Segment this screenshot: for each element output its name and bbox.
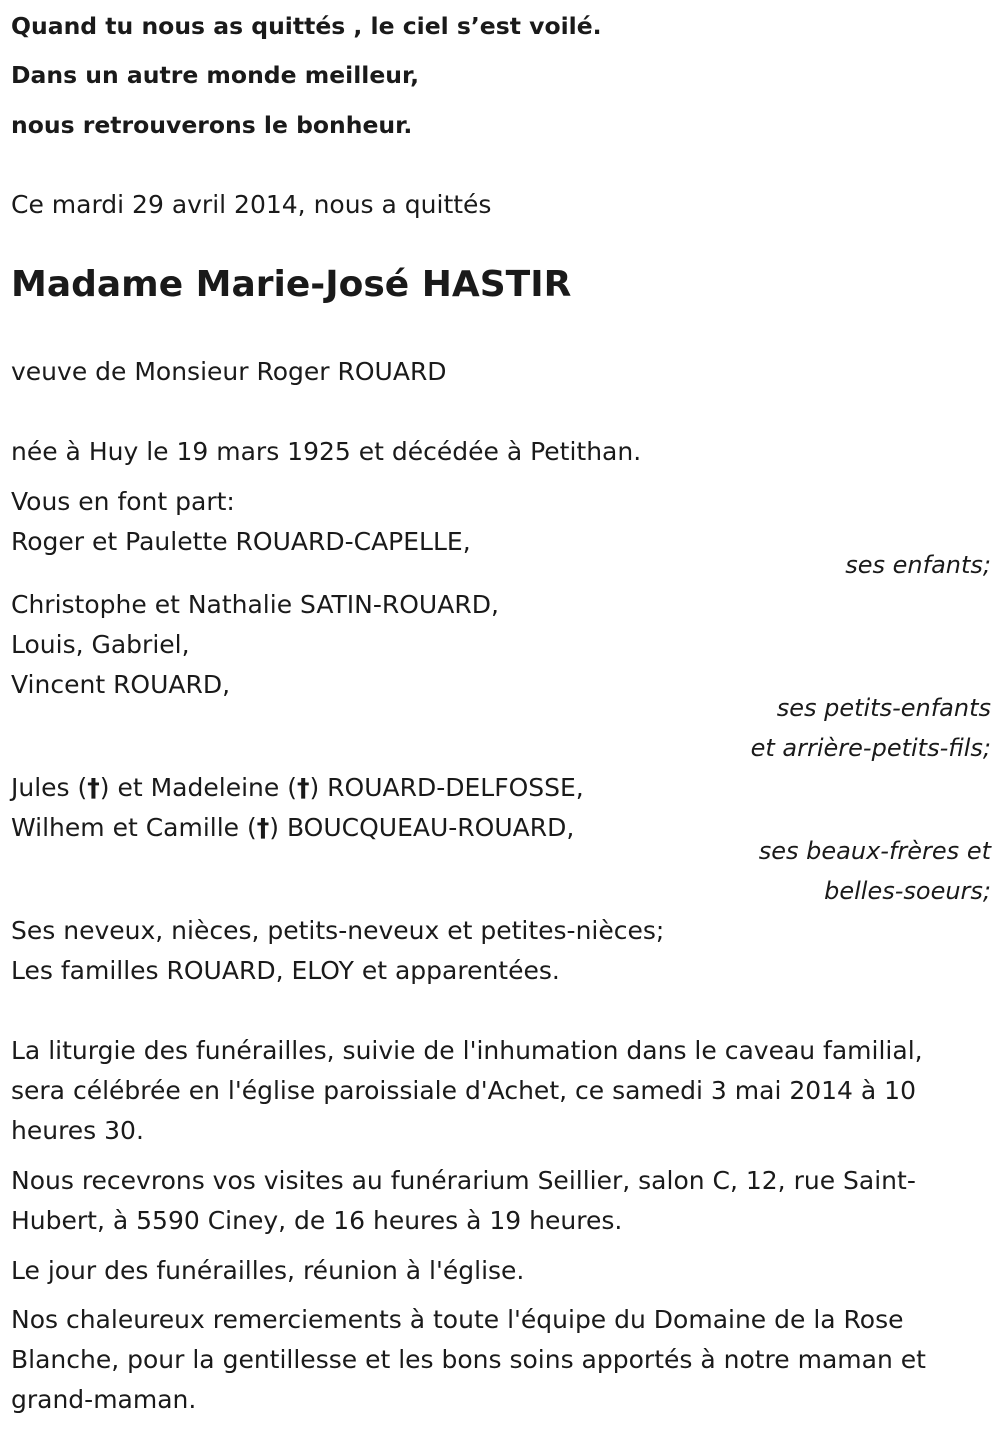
deceased-name: Madame Marie-José HASTIR (11, 264, 572, 305)
cross-icon: † (256, 813, 270, 842)
liturgy-line-2: sera célébrée en l'église paroissiale d'Achet, ce samedi 3 mai 2014 à 10 (11, 1076, 916, 1105)
in-law-line-2 (11, 813, 574, 843)
in-law-text: Jules ( (11, 773, 88, 802)
widow-of-text: veuve de Monsieur Roger ROUARD (11, 357, 447, 386)
liturgy-line-1: La liturgie des funérailles, suivie de l'inhumation dans le caveau familial, (11, 1036, 923, 1065)
grandchild-line-2: Louis, Gabriel, (11, 630, 190, 659)
in-law-text: ) et Madeleine ( (99, 773, 297, 802)
others-line-2: Les familles ROUARD, ELOY et apparentées. (11, 956, 560, 985)
cross-icon: † (87, 773, 100, 802)
in-laws-relation-1: ses beaux-frères et (758, 837, 991, 865)
children-names: Roger et Paulette ROUARD-CAPELLE, (11, 527, 471, 556)
poem-line-1: Quand tu nous as quittés , le ciel s’est voilé. (11, 12, 602, 40)
thanks-line-2: Blanche, pour la gentillesse et les bons soins apportés à notre maman et (11, 1345, 926, 1374)
poem-line-3: nous retrouverons le bonheur. (11, 111, 413, 139)
grandchild-line-1: Christophe et Nathalie SATIN-ROUARD, (11, 590, 499, 619)
others-line-1: Ses neveux, nièces, petits-neveux et petites-nièces; (11, 916, 665, 945)
meeting-text: Le jour des funérailles, réunion à l'église. (11, 1256, 525, 1285)
birth-death-text: née à Huy le 19 mars 1925 et décédée à Petithan. (11, 437, 642, 466)
visits-line-2: Hubert, à 5590 Ciney, de 16 heures à 19 heures. (11, 1206, 623, 1235)
grandchildren-relation-2: et arrière-petits-fils; (750, 734, 991, 762)
in-law-text: ) BOUCQUEAU-ROUARD, (269, 813, 575, 842)
in-law-text: Wilhem et Camille ( (11, 813, 257, 842)
intro-text: Ce mardi 29 avril 2014, nous a quittés (11, 190, 492, 219)
liturgy-line-3: heures 30. (11, 1116, 144, 1145)
grandchildren-relation-1: ses petits-enfants (776, 694, 991, 722)
thanks-line-3: grand-maman. (11, 1385, 197, 1414)
in-laws-relation-2: belles-soeurs; (824, 877, 991, 905)
children-relation: ses enfants; (845, 551, 991, 579)
visits-line-1: Nous recevrons vos visites au funérarium Seillier, salon C, 12, rue Saint- (11, 1166, 916, 1195)
in-law-line-1 (11, 773, 584, 803)
cross-icon: † (296, 773, 310, 802)
poem-line-2: Dans un autre monde meilleur, (11, 61, 420, 89)
announcement-text: Vous en font part: (11, 487, 235, 516)
in-law-text: ) ROUARD-DELFOSSE, (309, 773, 584, 802)
grandchild-line-3: Vincent ROUARD, (11, 670, 231, 699)
thanks-line-1: Nos chaleureux remerciements à toute l'équipe du Domaine de la Rose (11, 1305, 904, 1334)
